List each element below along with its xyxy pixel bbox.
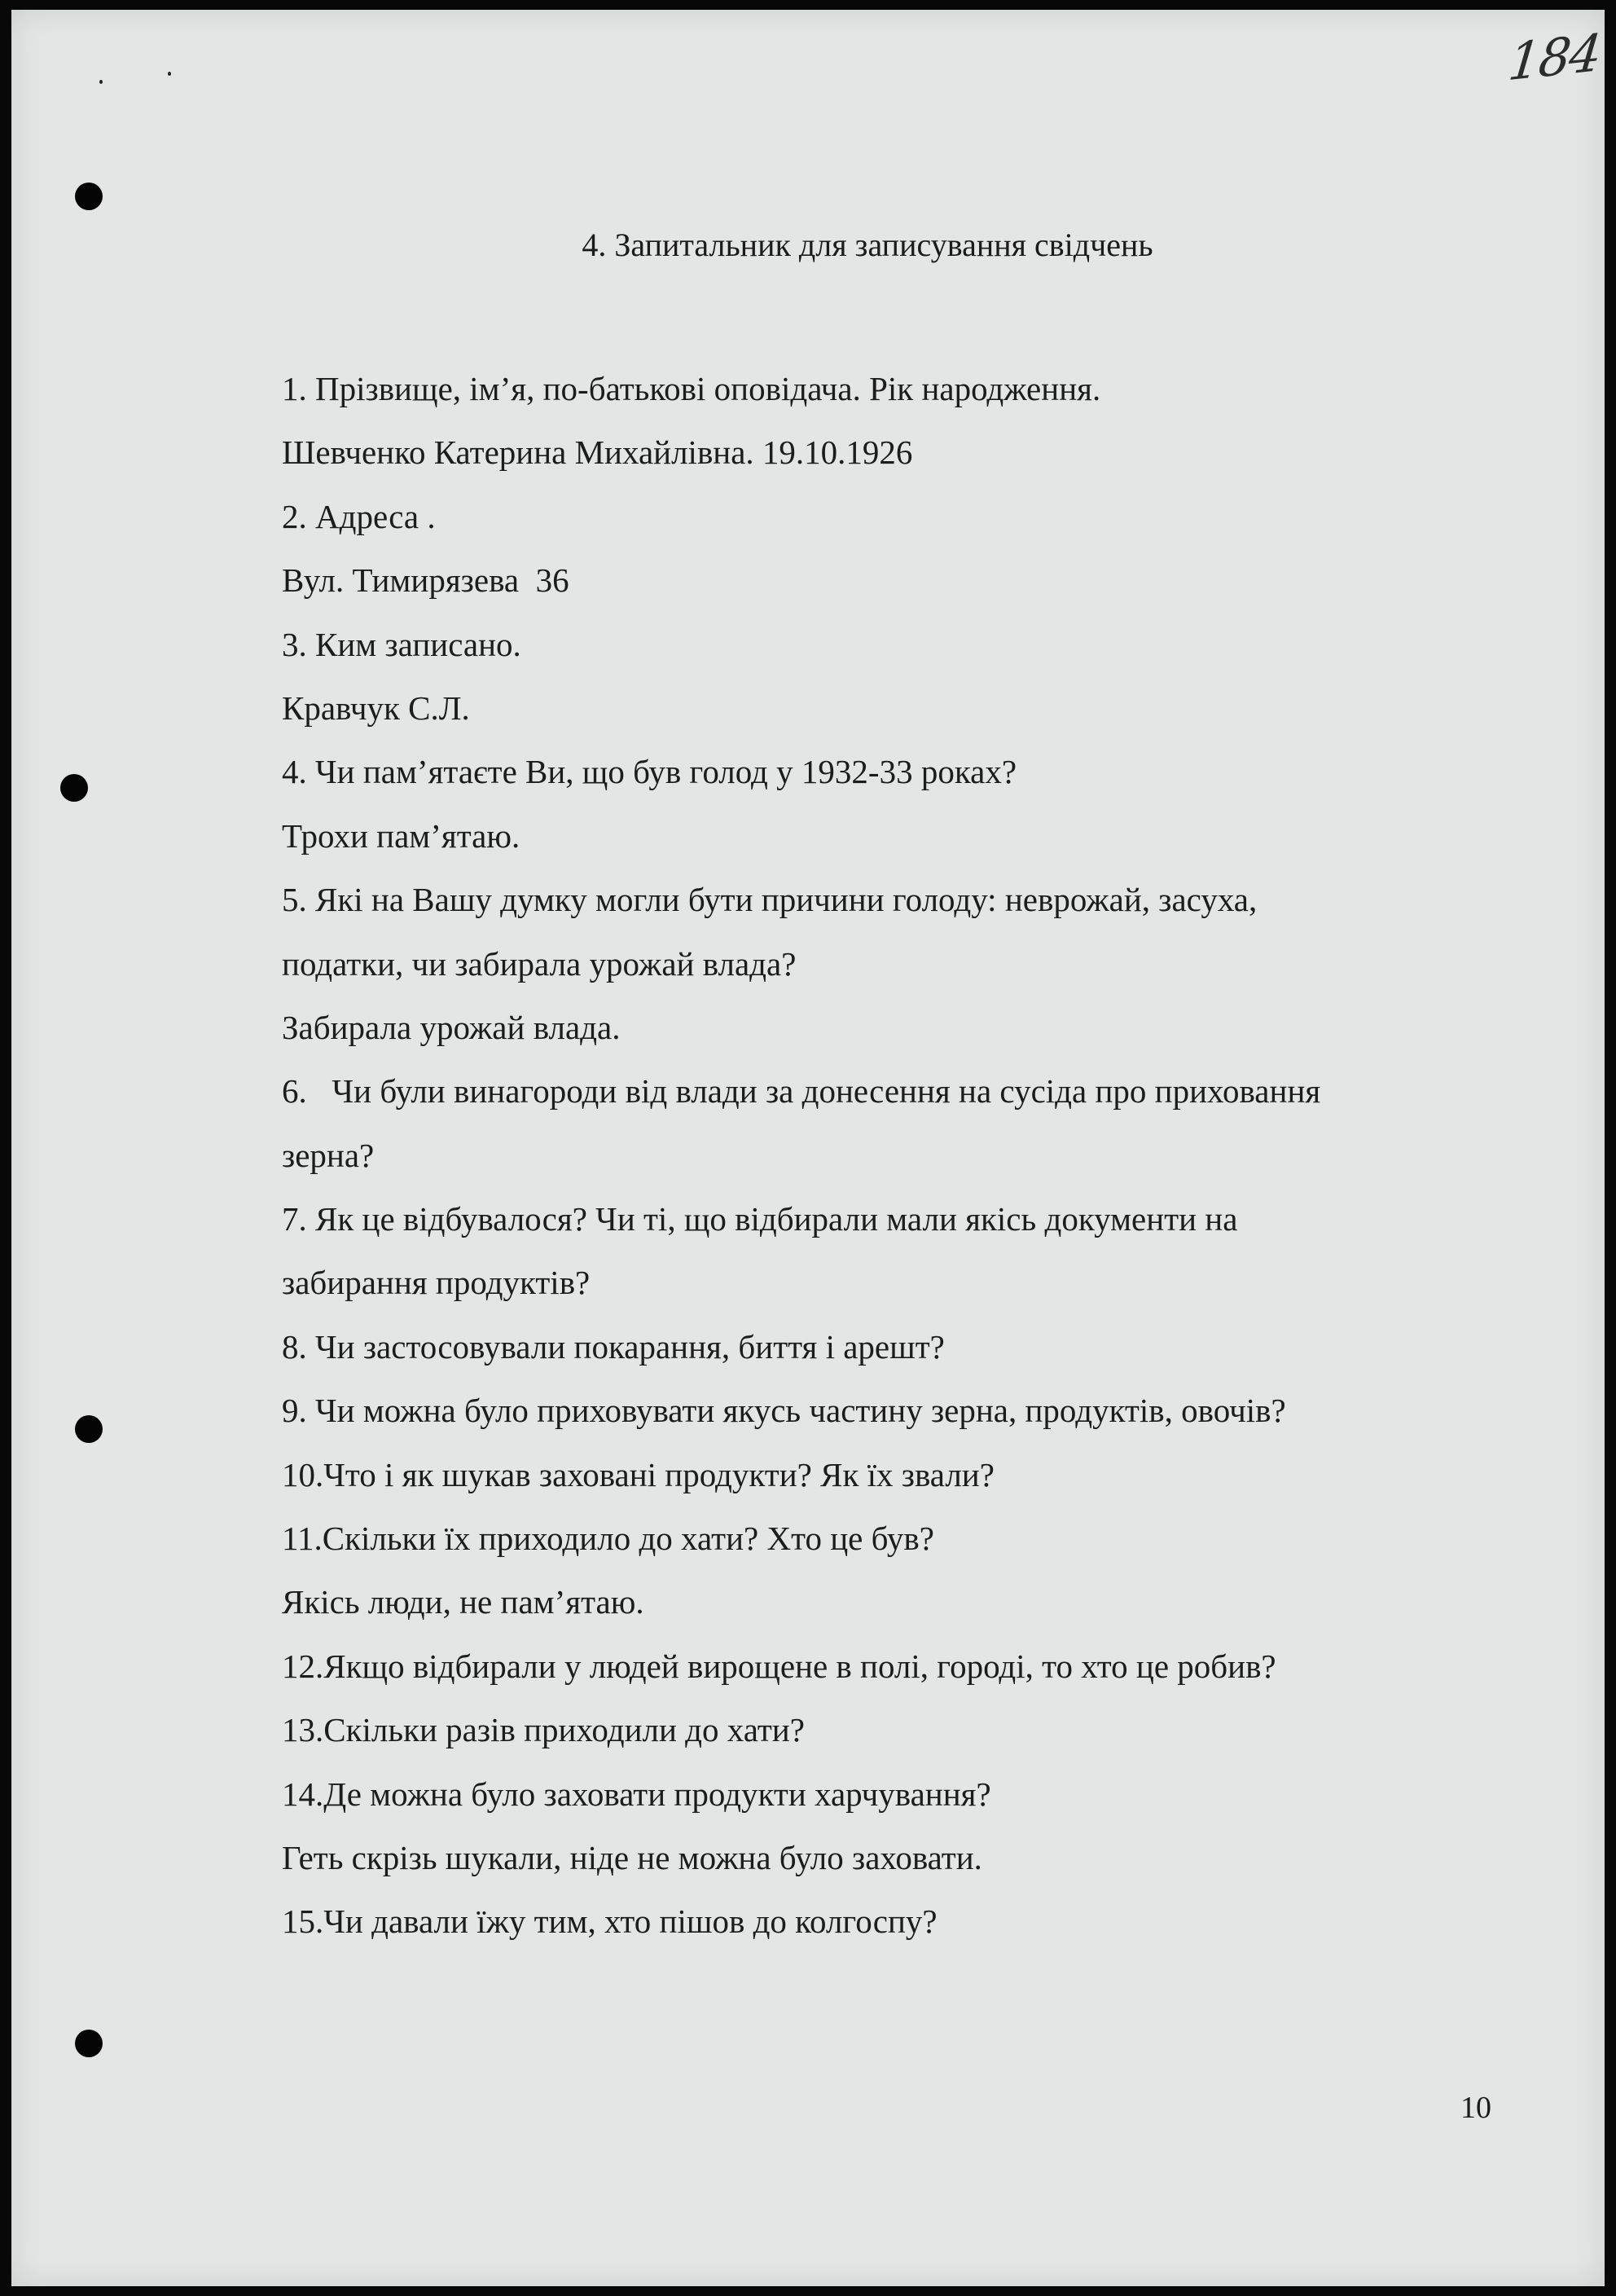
text-line: Забирала урожай влада. — [282, 1008, 621, 1046]
text-line: 13.Скільки разів приходили до хати? — [282, 1711, 805, 1749]
text-line: 6. Чи були винагороди від влади за донесення на сусіда про приховання — [282, 1072, 1321, 1111]
text-line: 7. Як це відбувалося? Чи ті, що відбирали мали якісь документи на — [282, 1200, 1238, 1238]
punch-hole — [75, 1415, 103, 1443]
scan-speck — [168, 72, 171, 76]
document-title: 4. Запитальник для записування свідчень — [582, 227, 1153, 263]
text-line: 2. Адреса . — [282, 497, 436, 535]
page-number: 10 — [1460, 2091, 1491, 2125]
text-line: 12.Якщо відбирали у людей вирощене в полі, городі, то хто це робив? — [282, 1647, 1276, 1685]
text-line: 15.Чи давали їжу тим, хто пішов до колгоспу? — [282, 1902, 938, 1941]
questionnaire-body — [282, 357, 1569, 1954]
text-line: Трохи пам’ятаю. — [282, 816, 520, 855]
text-line: 5. Які на Вашу думку могли бути причини голоду: неврожай, засуха, — [282, 881, 1258, 919]
text-line: 3. Ким записано. — [282, 625, 521, 663]
text-line: забирання продуктів? — [282, 1264, 591, 1302]
punch-hole — [75, 2030, 103, 2057]
text-line: 4. Чи пам’ятаєте Ви, що був голод у 1932-33 роках? — [282, 753, 1017, 791]
scan-speck — [99, 80, 103, 84]
text-line: 8. Чи застосовували покарання, биття і арешт? — [282, 1327, 945, 1366]
punch-hole — [75, 183, 103, 210]
text-line: 9. Чи можна було приховувати якусь частину зерна, продуктів, овочів? — [282, 1392, 1286, 1430]
text-line: Якісь люди, не пам’ятаю. — [282, 1583, 644, 1621]
punch-hole — [60, 774, 88, 802]
text-line: 1. Прізвище, ім’я, по-батькові оповідача. Рік народження. — [282, 370, 1101, 407]
text-line: зерна? — [282, 1136, 375, 1174]
text-line: Шевченко Катерина Михайлівна. 19.10.1926 — [282, 433, 913, 472]
text-line: Кравчук С.Л. — [282, 688, 470, 727]
text-line: Геть скрізь шукали, ніде не можна було заховати. — [282, 1838, 982, 1876]
text-line: 14.Де можна було заховати продукти харчування? — [282, 1775, 991, 1813]
text-line: 10.Что і як шукав заховані продукти? Як їх звали? — [282, 1455, 995, 1493]
text-line: 11.Скільки їх приходило до хати? Хто це був? — [282, 1520, 934, 1558]
handwritten-archive-number: 184 — [1505, 22, 1603, 93]
text-line: податки, чи забирала урожай влада? — [282, 944, 797, 983]
text-line: Вул. Тимирязева 36 — [282, 561, 569, 600]
